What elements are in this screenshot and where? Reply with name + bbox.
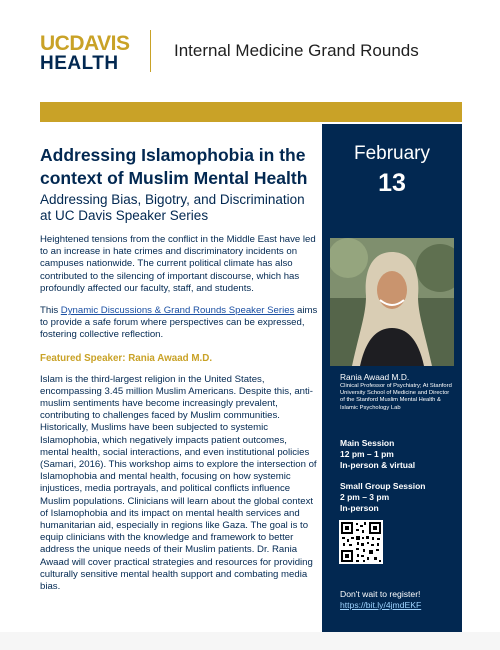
event-subtitle: Addressing Bias, Bigotry, and Discrimination at UC Davis Speaker Series (40, 192, 305, 223)
series-suffix: aims to provide a safe forum where perspectives can be expressed, fostering collective reflection. (40, 305, 318, 341)
event-sidebar (322, 124, 462, 632)
ucdavis-health-logo (40, 32, 130, 74)
event-month: February (353, 143, 431, 164)
qr-code-icon (339, 520, 383, 564)
speaker-name: Rania Awaad M.D. (340, 372, 410, 382)
small-session-time: 2 pm – 3 pm (340, 492, 390, 502)
gold-accent-bar (40, 102, 462, 122)
main-session-label: Main Session (340, 438, 395, 448)
register-text: Don't wait to register! (340, 589, 421, 599)
page-header-title: Internal Medicine Grand Rounds (174, 41, 419, 60)
event-title: Addressing Islamophobia in the context of Muslim Mental Health (40, 145, 308, 188)
featured-speaker-heading: Featured Speaker: Rania Awaad M.D. (40, 352, 213, 364)
registration-qr-code[interactable] (339, 520, 383, 564)
intro-paragraph: Heightened tensions from the conflict in the Middle East have led to an increase in hate crimes and discriminatory incidents on campuses nationwide. The current political climate has also contributed to the silencing of important discourse, which has profoundly affected our faculty, staff, and students. (40, 234, 316, 294)
speaker-photo (330, 238, 454, 366)
small-session-label: Small Group Session (340, 481, 426, 491)
speaker-bio: Clinical Professor of Psychiatry; At Stanford University School of Medicine and Director of the Stanford Muslim Mental Health & Islamic Psychology Lab (340, 383, 452, 411)
series-link[interactable]: Dynamic Discussions & Grand Rounds Speaker Series (60, 305, 295, 317)
main-content (40, 124, 318, 593)
register-link[interactable]: https://bit.ly/4jmdEKF (340, 600, 422, 610)
header-divider (150, 30, 151, 72)
series-paragraph (40, 305, 318, 342)
main-session-time: 12 pm – 1 pm (340, 449, 394, 459)
speaker-portrait-icon (330, 238, 454, 366)
page-footer-shade (0, 632, 500, 650)
logo-line2: HEALTH (40, 53, 119, 74)
event-day: 13 (378, 169, 406, 197)
main-session-mode: In-person & virtual (340, 460, 416, 470)
description-paragraph: Islam is the third-largest religion in the United States, encompassing 3.45 million Muslim Americans. Despite this, anti-muslim sentiments have become increasingly prevalent, contributing to challenges faced by Muslim communities. Historically, Muslims have been subjected to systemic Islamophobia, which negatively impacts patient outcomes, mental health, social interactions, and even institutional policies (Samari, 2016). This workshop aims to explore the intersection of Islamophobia and mental health, focusing on how systemic injustices, media portrayals, and political conflicts influence Muslim populations. Clinicians will learn about the global context of Islamophobia and its impact on mental health services and humanitarian aid, especially in regions like Gaza. The goal is to equip clinicians with the knowledge and framework to better address the unique needs of their Muslim patients. Dr. Rania Awaad will cover practical strategies and resources for providing culturally sensitive mental health support and combating media bias. (40, 373, 317, 593)
logo-line1: UCDAVIS (40, 32, 130, 55)
register-block (340, 589, 421, 611)
small-session-mode: In-person (340, 503, 379, 513)
series-prefix: This (40, 305, 61, 317)
